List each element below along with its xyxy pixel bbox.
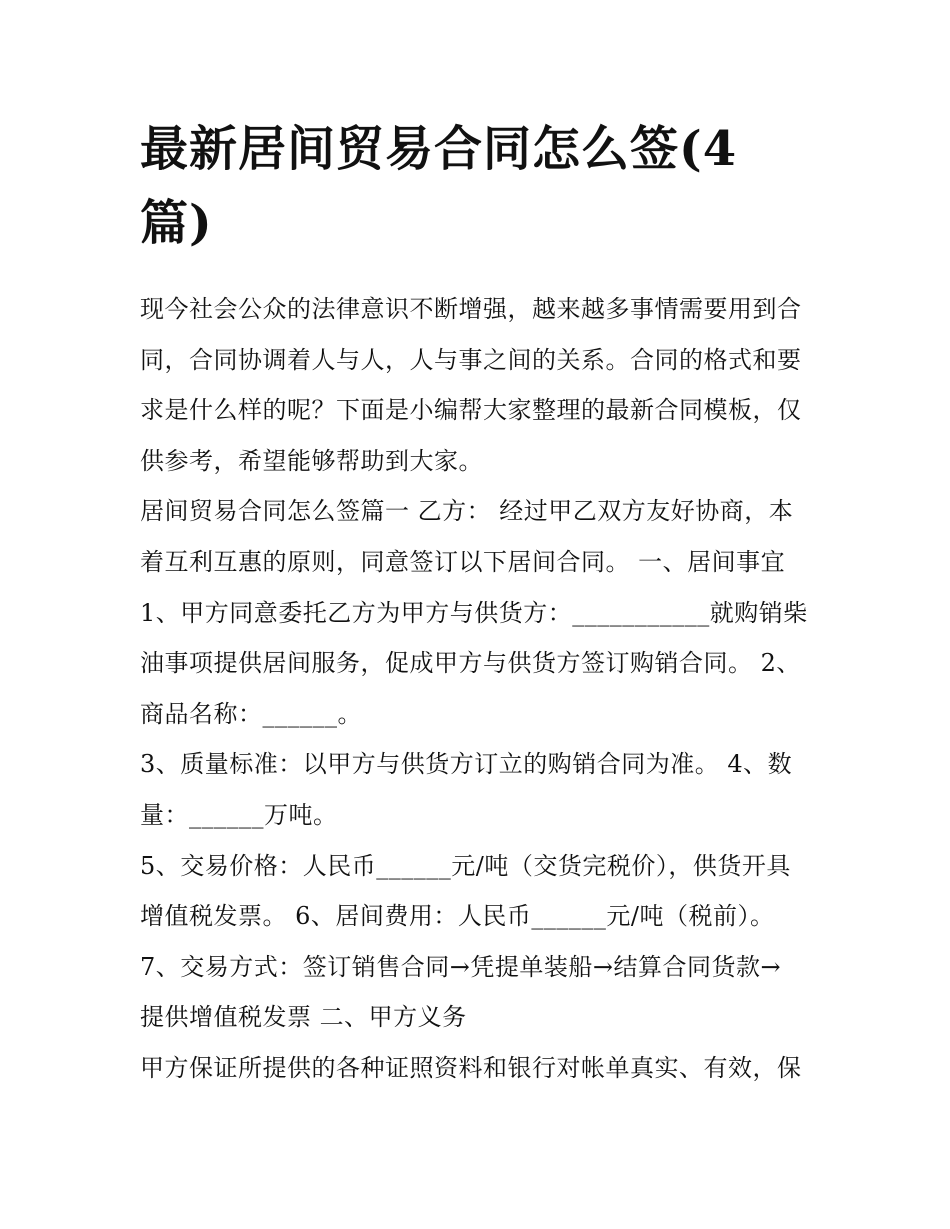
text-line: 增值税发票。 6、居间费用：人民币______元/吨（税前）。 <box>140 902 775 931</box>
text-line: 着互利互惠的原则，同意签订以下居间合同。 一、居间事宜 <box>140 547 786 576</box>
text-line: 甲方保证所提供的各种证照资料和银行对帐单真实、有效，保 <box>140 1053 802 1082</box>
clause-paragraph <box>140 1043 820 1094</box>
document-title <box>140 112 750 260</box>
text-line: 供参考，希望能够帮助到大家。 <box>140 446 483 475</box>
clause-paragraph <box>140 739 820 840</box>
text-line: 1、甲方同意委托乙方为甲方与供货方：___________就购销柴 <box>140 598 808 627</box>
clause-paragraph <box>140 942 820 1043</box>
text-line: 油事项提供居间服务，促成甲方与供货方签订购销合同。 2、 <box>140 649 801 678</box>
text-line: 5、交易价格：人民币______元/吨（交货完税价），供货开具 <box>140 851 791 880</box>
text-line: 同，合同协调着人与人，人与事之间的关系。合同的格式和要 <box>140 345 802 374</box>
text-line: 求是什么样的呢？下面是小编帮大家整理的最新合同模板，仅 <box>140 396 802 425</box>
text-line: 3、质量标准：以甲方与供货方订立的购销合同为准。 4、数 <box>140 750 793 779</box>
document-body <box>140 284 820 1094</box>
text-line: 商品名称：______。 <box>140 699 362 728</box>
title-line: 篇) <box>140 195 213 251</box>
text-line: 居间贸易合同怎么签篇一 乙方： 经过甲乙双方友好协商，本 <box>140 497 794 526</box>
clause-paragraph <box>140 588 820 740</box>
intro-paragraph <box>140 284 820 486</box>
clause-paragraph <box>140 841 820 942</box>
contract-intro-paragraph <box>140 486 820 587</box>
text-line: 提供增值税发票 二、甲方义务 <box>140 1003 467 1032</box>
text-line: 现今社会公众的法律意识不断增强，越来越多事情需要用到合 <box>140 295 802 323</box>
title-line: 最新居间贸易合同怎么签(4 <box>140 121 738 177</box>
text-line: 7、交易方式：签订销售合同→凭提单装船→结算合同货款→ <box>140 952 782 981</box>
text-line: 量：______万吨。 <box>140 800 338 829</box>
document-page <box>140 112 820 1094</box>
